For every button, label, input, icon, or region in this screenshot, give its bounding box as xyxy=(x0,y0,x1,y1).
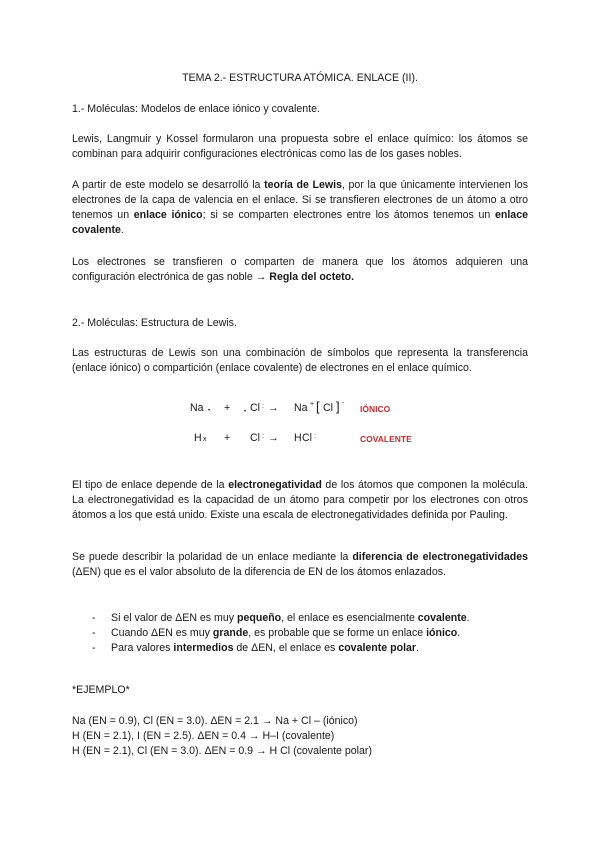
section-1-paragraph-1: Lewis, Langmuir y Kossel formularon una propuesta sobre el enlace químico: los átomos se combinan para adquirir configuraciones electrónicas como las de los gases nobles. xyxy=(72,133,528,160)
text-run: Los electrones se transfieren o comparten de manera que los átomos adquieren una configuración electrónica de gas noble → xyxy=(72,256,528,283)
example-line-1: Na (EN = 0.9), Cl (EN = 3.0). ΔEN = 2.1 → Na + Cl – (iónico) xyxy=(72,714,358,727)
chloride-symbol: Cl xyxy=(323,402,334,414)
text-run: Se puede describir la polaridad de un enlace mediante la xyxy=(72,551,353,563)
text-run: de ΔEN, el enlace es xyxy=(233,642,339,654)
term-regla-octeto: Regla del octeto. xyxy=(269,271,355,283)
delta-en-list xyxy=(92,611,532,656)
text-run: Para valores xyxy=(111,642,174,654)
reaction-arrow: → xyxy=(268,432,279,444)
sodium-ion-symbol: Na xyxy=(294,402,308,414)
example-label: *EJEMPLO* xyxy=(72,683,130,696)
term-enlace-covalente: enlace covalente xyxy=(72,209,528,236)
positive-charge: + xyxy=(310,401,315,408)
term-pequeno: pequeño xyxy=(237,612,282,624)
section-2-heading: 2.- Moléculas: Estructura de Lewis. xyxy=(72,317,237,329)
lewis-row-ionic xyxy=(186,401,426,417)
tag-ionico: IÓNICO xyxy=(360,404,391,414)
term-covalente-polar: covalente polar xyxy=(338,642,417,654)
section-2-paragraph-3 xyxy=(72,550,528,580)
text-run: de los átomos que componen la molécula. La electronegatividad es la capacidad de un átomo para competir por los electrones con otros átomos a los que está unido. Existe una escala de electronegatividades definida por Pauling. xyxy=(72,479,529,521)
text-run: Si el valor de ΔEN es muy xyxy=(111,612,238,624)
text-run: . xyxy=(457,627,461,639)
text-run: A partir de este modelo se desarrolló la xyxy=(72,179,265,191)
tag-covalente: COVALENTE xyxy=(360,434,412,444)
lone-pair-dots: : xyxy=(262,433,264,440)
reaction-arrow: → xyxy=(268,402,279,414)
term-intermedios: intermedios xyxy=(173,642,234,654)
term-electronegatividad: electronegatividad xyxy=(228,479,322,491)
term-ionico: iónico xyxy=(426,627,458,639)
list-dash: - xyxy=(92,642,96,654)
electron-dot: • xyxy=(208,408,212,414)
text-run: ; si se comparten electrones entre los átomos tenemos un xyxy=(202,209,495,221)
lewis-row-covalent xyxy=(186,431,426,447)
section-2-paragraph-2 xyxy=(72,478,528,523)
text-run: , el enlace es esencialmente xyxy=(281,612,418,624)
text-run: . xyxy=(416,642,419,654)
list-item xyxy=(92,611,532,626)
text-run: . xyxy=(466,612,470,624)
electron-x: x xyxy=(203,436,207,443)
lewis-diagram xyxy=(186,397,426,445)
term-diferencia-electronegatividades: diferencia de electronegatividades xyxy=(352,551,528,563)
section-2-paragraph-1: Las estructuras de Lewis son una combinación de símbolos que representa la transferencia (enlace iónico) o compartición (enlace covalente) de electrones en el enlace químico. xyxy=(72,347,528,374)
section-1-heading: 1.- Moléculas: Modelos de enlace iónico y covalente. xyxy=(72,103,320,115)
negative-charge: - xyxy=(342,400,345,407)
text-run: Cuando ΔEN es muy xyxy=(111,627,213,639)
text-run: , por la que únicamente intervienen los electrones de la capa de valencia en el enlace. Si se transfieren electrones de un átomo a otro tenemos un xyxy=(72,179,528,221)
lone-pair-dots: : xyxy=(262,403,264,410)
list-item xyxy=(92,626,532,641)
bracket-right: ] xyxy=(336,399,340,414)
page-title: TEMA 2.- ESTRUCTURA ATÓMICA. ENLACE (II). xyxy=(182,72,418,84)
text-run: , es probable que se forme un enlace xyxy=(248,627,427,639)
chlorine-symbol: Cl xyxy=(250,432,261,444)
section-1-paragraph-3 xyxy=(72,255,528,285)
hydrogen-symbol: H xyxy=(194,432,202,444)
bracket-left: [ xyxy=(316,399,320,414)
list-item xyxy=(92,641,532,656)
term-teoria-lewis: teoría de Lewis xyxy=(264,179,342,191)
text-run: El tipo de enlace depende de la xyxy=(72,479,229,491)
chlorine-product-symbol: Cl xyxy=(302,432,313,444)
term-covalente: covalente xyxy=(417,612,467,624)
lone-pair-dots: : xyxy=(314,433,316,440)
sodium-symbol: Na xyxy=(190,402,204,414)
example-line-3: H (EN = 2.1), Cl (EN = 3.0). ΔEN = 0.9 → H Cl (covalente polar) xyxy=(72,744,372,757)
electron-dot: • xyxy=(244,409,248,415)
chlorine-symbol: Cl xyxy=(250,402,261,414)
hydrogen-product-symbol: H xyxy=(294,432,302,444)
term-grande: grande xyxy=(212,627,249,639)
list-dash: - xyxy=(92,612,96,624)
plus-sign: + xyxy=(224,432,231,444)
text-run: (ΔEN) que es el valor absoluto de la diferencia de EN de los átomos enlazados. xyxy=(72,566,446,578)
example-line-2: H (EN = 2.1), I (EN = 2.5). ΔEN = 0.4 → H–I (covalente) xyxy=(72,729,335,742)
list-dash: - xyxy=(92,627,96,639)
text-run: . xyxy=(120,224,124,236)
plus-sign: + xyxy=(224,402,231,414)
section-1-paragraph-2 xyxy=(72,178,528,238)
term-enlace-ionico: enlace iónico xyxy=(133,209,203,221)
